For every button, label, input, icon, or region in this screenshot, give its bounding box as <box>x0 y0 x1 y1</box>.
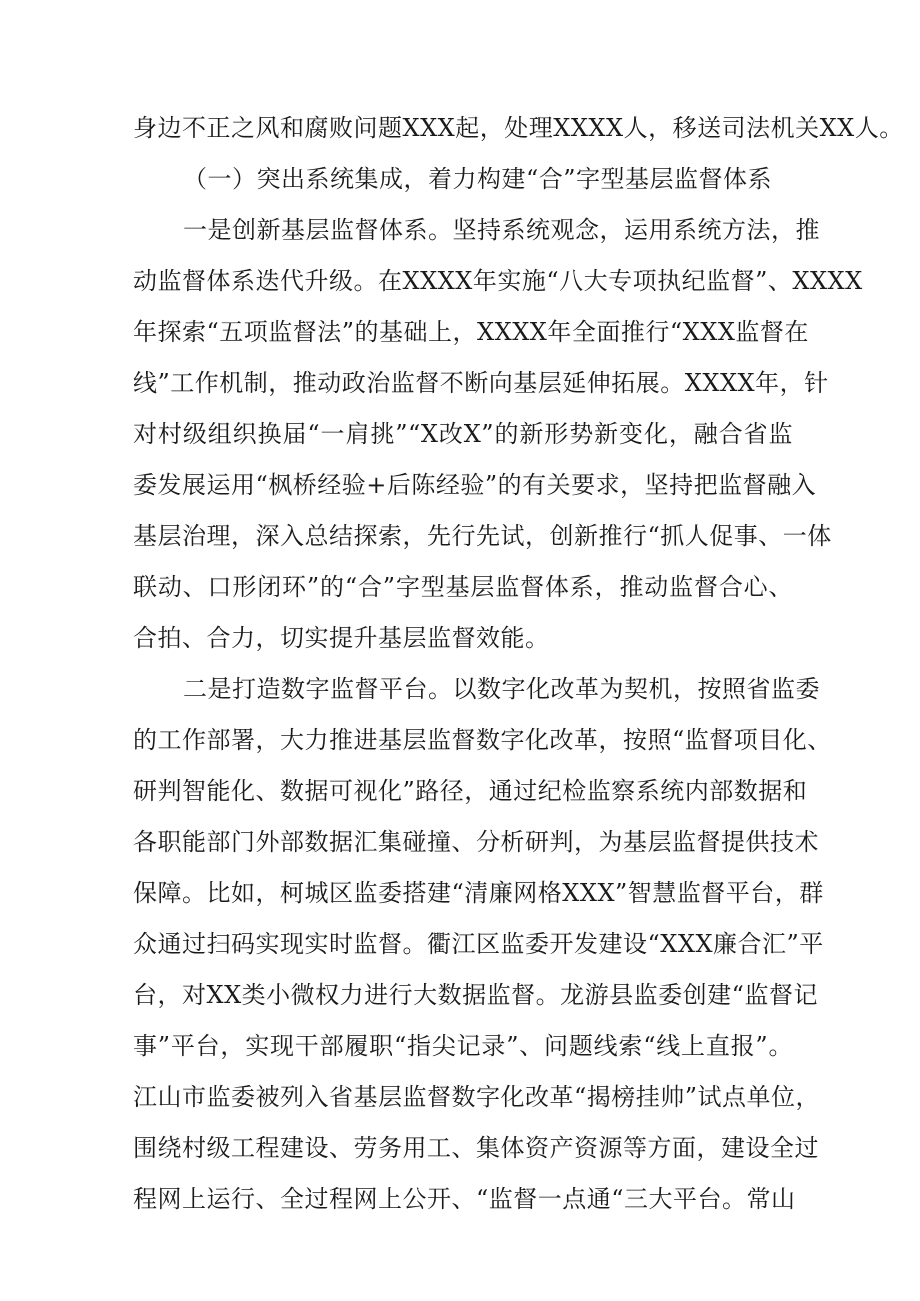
text-line: 研判智能化、数据可视化”路径，通过纪检监察系统内部数据和 <box>133 777 808 805</box>
text-line: 合拍、合力，切实提升基层监督效能。 <box>133 624 550 652</box>
section-heading: （一）突出系统集成，着力构建“合”字型基层监督体系 <box>183 165 773 193</box>
text-line: 保障。比如，柯城区监委搭建“清廉网格XXX”智慧监督平台，群 <box>133 879 824 907</box>
text-line: 事”平台，实现干部履职“指尖记录”、问题线索“线上直报”。 <box>133 1032 793 1060</box>
text-line: 一是创新基层监督体系。坚持系统观念，运用系统方法，推 <box>183 216 820 244</box>
text-line: 线”工作机制，推动政治监督不断向基层延伸拓展。XXXX年，针 <box>133 369 829 397</box>
text-line: 江山市监委被列入省基层监督数字化改革“揭榜挂帅”试点单位， <box>133 1083 821 1111</box>
text-line: 台，对XX类小微权力进行大数据监督。龙游县监委创建“监督记 <box>133 981 818 1009</box>
text-line: 年探索“五项监督法”的基础上，XXXX年全面推行“XXX监督在 <box>133 318 809 346</box>
text-line: 委发展运用“枫桥经验+后陈经验”的有关要求，坚持把监督融入 <box>133 471 817 499</box>
text-line: 各职能部门外部数据汇集碰撞、分析研判，为基层监督提供技术 <box>133 828 819 856</box>
text-line: 联动、口形闭环”的“合”字型基层监督体系，推动监督合心、 <box>133 573 793 601</box>
text-line: 程网上运行、全过程网上公开、“监督一点通“三大平台。常山 <box>133 1185 796 1213</box>
text-line: 动监督体系迭代升级。在XXXX年实施“八大专项执纪监督”、XXXX <box>133 267 863 295</box>
text-line: 身边不正之风和腐败问题XXX起，处理XXXX人，移送司法机关XX人。 <box>133 114 904 142</box>
text-line: 二是打造数字监督平台。以数字化改革为契机，按照省监委 <box>183 675 820 703</box>
text-line: 基层治理，深入总结探索，先行先试，创新推行“抓人促事、一体 <box>133 522 832 550</box>
text-line: 围绕村级工程建设、劳务用工、集体资产资源等方面，建设全过 <box>133 1134 819 1162</box>
text-line: 对村级组织换届“一肩挑”“X改X”的新形势新变化，融合省监 <box>133 420 793 448</box>
text-line: 的工作部署，大力推进基层监督数字化改革，按照“监督项目化、 <box>133 726 832 754</box>
text-line: 众通过扫码实现实时监督。衢江区监委开发建设“XXX廉合汇”平 <box>133 930 824 958</box>
